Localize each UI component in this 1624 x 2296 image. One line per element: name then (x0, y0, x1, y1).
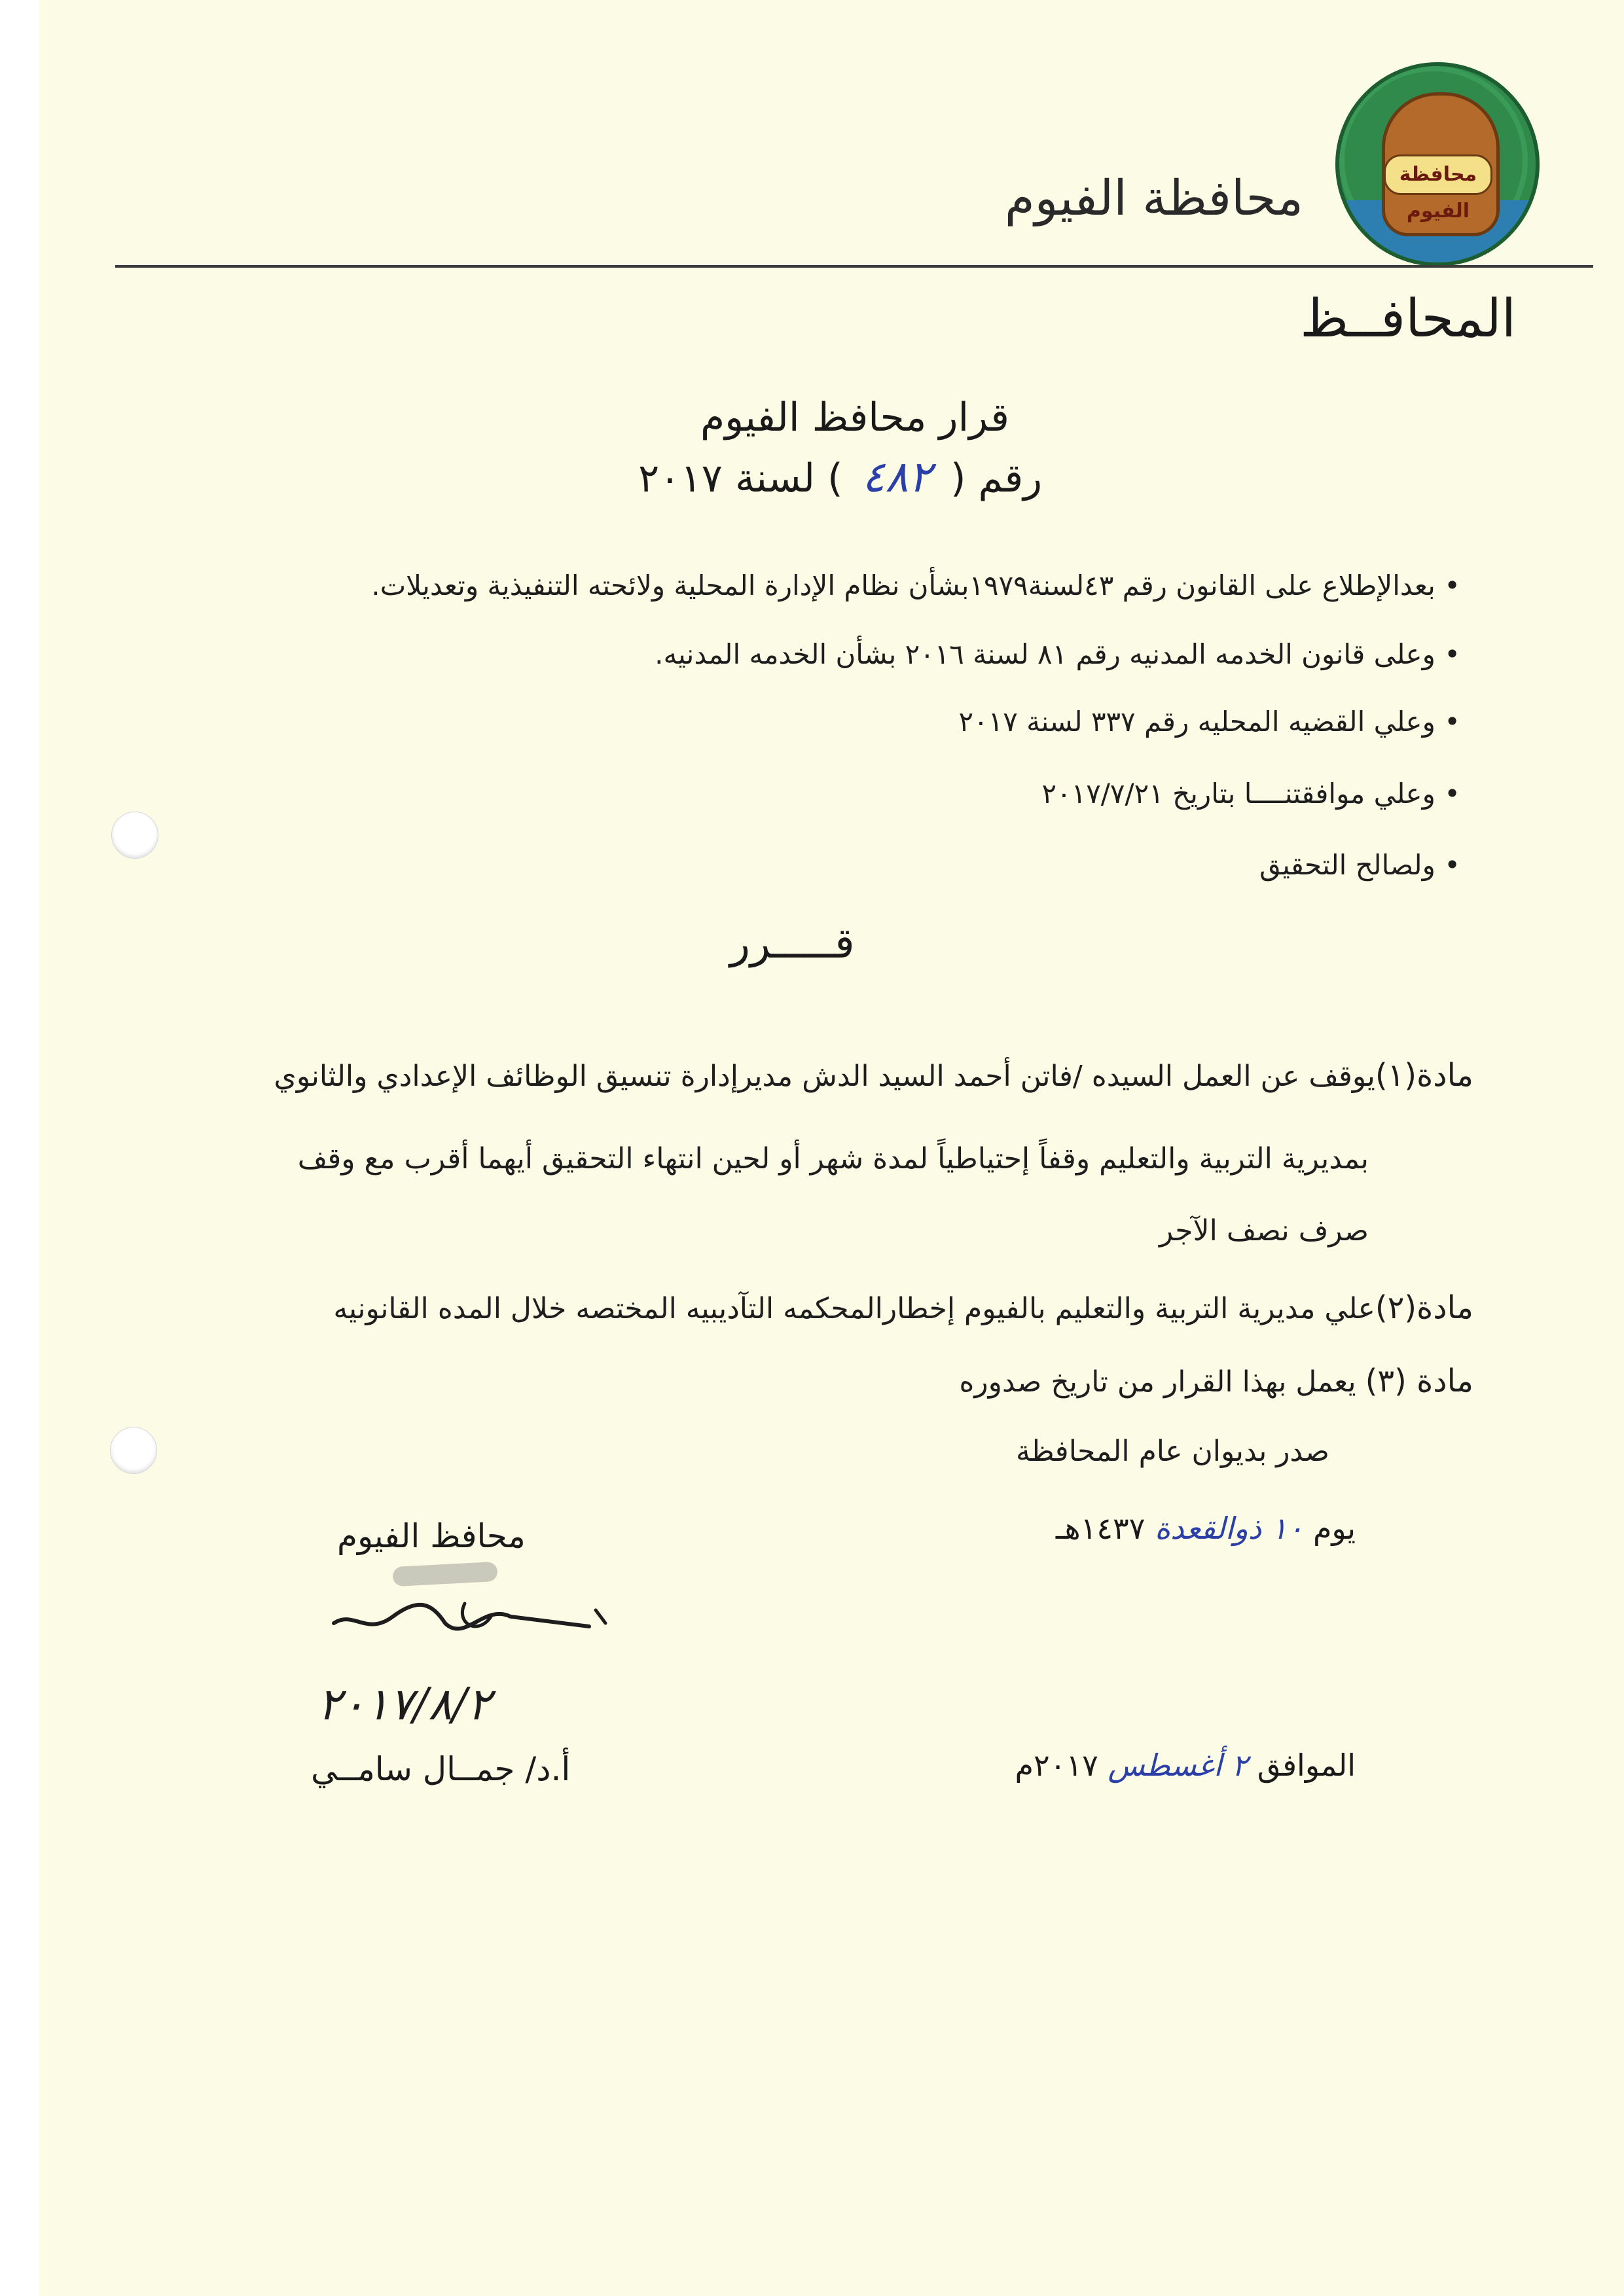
decision-number-line (638, 452, 1042, 502)
preamble-item: • وعلي القضيه المحليه رقم ٣٣٧ لسنة ٢٠١٧ (958, 706, 1460, 738)
preamble-item: • ولصالح التحقيق (1259, 849, 1460, 881)
article-3-label: مادة (٣) (1365, 1363, 1473, 1399)
signatory-name: أ.د/ جمــال سامــي (311, 1750, 571, 1788)
article-1-line-1 (274, 1057, 1473, 1094)
header-title: محافظة الفيوم (1004, 170, 1303, 226)
article-3 (959, 1363, 1473, 1399)
article-1-line-2: بمديرية التربية والتعليم وقفاً إحتياطياً لمدة شهر أو لحين انتهاء التحقيق أيهما أقرب مع وقف (297, 1142, 1369, 1175)
office-title: المحافــظ (1300, 288, 1516, 349)
hijri-handwritten: ١٠ ذوالقعدة (1155, 1511, 1304, 1546)
preamble-item: • بعدالإطلاع على القانون رقم ٤٣لسنة١٩٧٩بشأن نظام الإدارة المحلية ولائحته التنفيذية وتعديلات. (371, 569, 1460, 601)
decision-number-prefix: رقم ( (950, 456, 1043, 501)
issued-at: صدر بديوان عام المحافظة (1015, 1435, 1329, 1468)
preamble-item: • وعلي موافقتنــــا بتاريخ ٢٠١٧/٧/٢١ (1041, 778, 1460, 810)
article-1-line-3: صرف نصف الآجر (1159, 1214, 1369, 1247)
punch-hole (111, 812, 158, 859)
article-1-text: يوقف عن العمل السيده /فاتن أحمد السيد الدش مديرإدارة تنسيق الوظائف الإعدادي والثانوي (274, 1060, 1375, 1093)
decides-heading: قـــــرر (730, 920, 855, 968)
hijri-suffix: ١٤٣٧هـ (1055, 1511, 1146, 1546)
greg-prefix: الموافق (1257, 1748, 1356, 1783)
decision-number-suffix: ) لسنة ٢٠١٧ (638, 456, 843, 501)
ink-smudge (392, 1562, 497, 1587)
greg-handwritten: ٢ أغسطس (1108, 1748, 1248, 1783)
article-1-label: مادة(١) (1375, 1057, 1473, 1094)
signatory-title: محافظ الفيوم (337, 1517, 526, 1555)
article-2-text: علي مديرية التربية والتعليم بالفيوم إخطارالمحكمه التآديبيه المختصه خلال المده القانونيه (333, 1292, 1375, 1325)
greg-suffix: ٢٠١٧م (1015, 1748, 1098, 1783)
decision-title: قرار محافظ الفيوم (700, 395, 1009, 440)
hijri-date (1056, 1511, 1356, 1546)
article-3-text: يعمل بهذا القرار من تاريخ صدوره (959, 1365, 1365, 1399)
signature-date: ٢٠١٧/٨/٢ (317, 1679, 491, 1731)
hijri-prefix: يوم (1312, 1511, 1356, 1546)
scan-margin (0, 0, 39, 2296)
header-divider (115, 265, 1593, 268)
governorate-logo (1335, 62, 1540, 266)
logo-text: محافظة الفيوم (1384, 154, 1492, 195)
article-2-label: مادة(٢) (1375, 1289, 1473, 1326)
gregorian-date (1015, 1748, 1356, 1783)
decision-number: ٤٨٢ (861, 452, 931, 502)
article-2 (333, 1289, 1473, 1326)
preamble-item: • وعلى قانون الخدمه المدنيه رقم ٨١ لسنة ٢٠١٦ بشأن الخدمه المدنيه. (655, 638, 1460, 670)
punch-hole (110, 1427, 157, 1474)
